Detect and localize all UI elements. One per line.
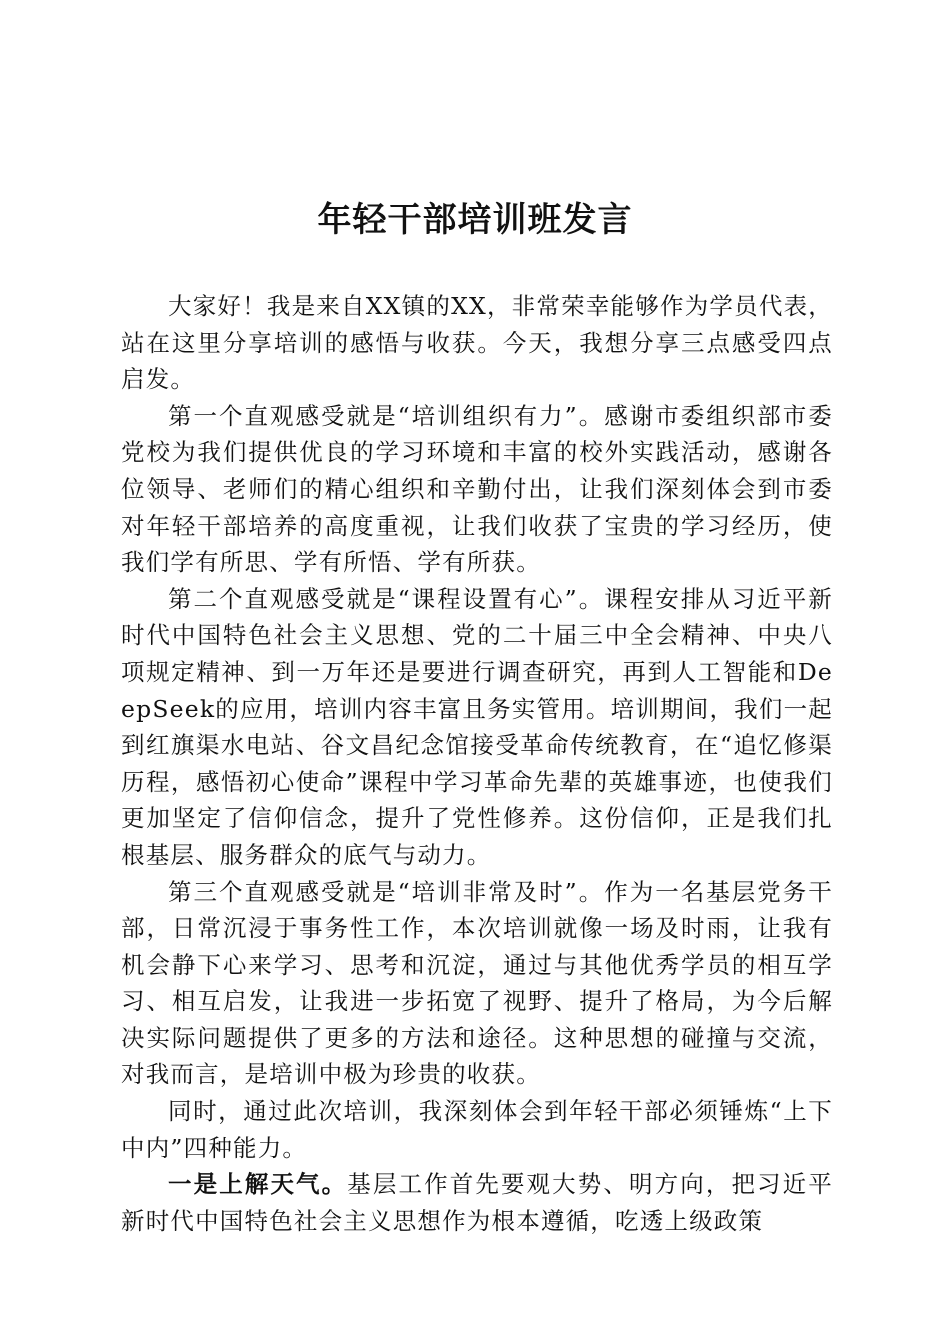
paragraph-text: 基层工作首先要观大势、明方向，把习近平新时代中国特色社会主义思想作为根本遵循，吃透上级政策 — [121, 1170, 833, 1235]
paragraph-ability-1 — [121, 1166, 833, 1239]
paragraph-text: 第三个直观感受就是“培训非常及时”。作为一名基层党务干部，日常沉浸于事务性工作，本次培训就像一场及时雨，让我有机会静下心来学习、思考和沉淀，通过与其他优秀学员的相互学习、相互启发，让我进一步拓宽了视野、提升了格局，为今后解决实际问题提供了更多的方法和途径。这种思想的碰撞与交流，对我而言，是培训中极为珍贵的收获。 — [121, 877, 833, 1089]
paragraph-greeting — [121, 288, 833, 398]
paragraph-text: 第二个直观感受就是“课程设置有心”。课程安排从习近平新时代中国特色社会主义思想、党的二十届三中全会精神、中央八项规定精神、到一万年还是要进行调查研究，再到人工智能和DeepSeek的应用，培训内容丰富且务实管用。培训期间，我们一起到红旗渠水电站、谷文昌纪念馆接受革命传统教育，在“追忆修渠历程，感悟初心使命”课程中学习革命先辈的英雄事迹，也使我们更加坚定了信仰信念，提升了党性修养。这份信仰，正是我们扎根基层、服务群众的底气与动力。 — [121, 584, 833, 869]
paragraph-lead-heading: 一是上解天气。 — [168, 1170, 348, 1199]
paragraph-text: 大家好！我是来自XX镇的XX，非常荣幸能够作为学员代表，站在这里分享培训的感悟与收获。今天，我想分享三点感受四点启发。 — [121, 292, 833, 394]
paragraph-text: 第一个直观感受就是“培训组织有力”。感谢市委组织部市委党校为我们提供优良的学习环境和丰富的校外实践活动，感谢各位领导、老师们的精心组织和辛勤付出，让我们深刻体会到市委对年轻干部培养的高度重视，让我们收获了宝贵的学习经历，使我们学有所思、学有所悟、学有所获。 — [121, 401, 833, 577]
paragraph-feeling-3 — [121, 874, 833, 1094]
paragraph-text: 同时，通过此次培训，我深刻体会到年轻干部必须锤炼“上下中内”四种能力。 — [121, 1097, 833, 1162]
paragraph-feeling-1 — [121, 398, 833, 581]
paragraph-abilities-intro — [121, 1093, 833, 1166]
document-title: 年轻干部培训班发言 — [317, 200, 633, 240]
document-body — [121, 288, 833, 1239]
paragraph-feeling-2 — [121, 581, 833, 874]
